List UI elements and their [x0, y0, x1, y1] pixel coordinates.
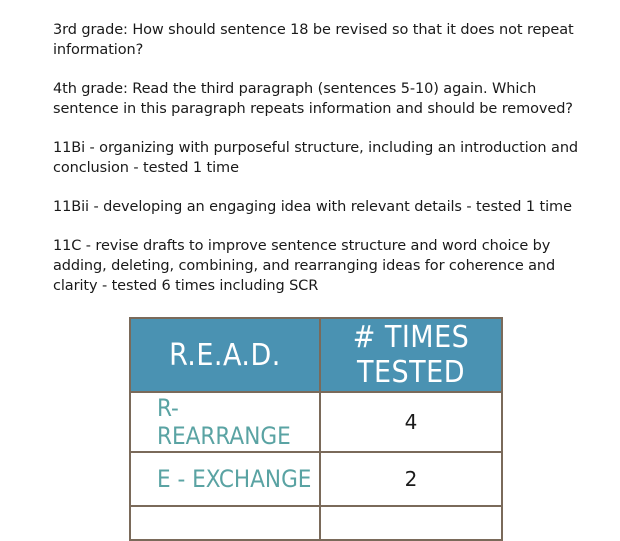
row-count: 4: [320, 392, 502, 452]
header-read: R.E.A.D.: [130, 318, 320, 392]
table-row-cut-off: [130, 506, 502, 540]
table-header-row: [130, 318, 502, 392]
standard-11bii: 11Bii - developing an engaging idea with relevant details - tested 1 time: [53, 199, 572, 215]
row-count-empty: [320, 506, 502, 540]
header-times-tested: # TIMES TESTED: [320, 318, 502, 392]
table-row: [130, 392, 502, 452]
row-label: R- REARRANGE: [130, 392, 320, 452]
question-3rd-grade: 3rd grade: How should sentence 18 be revised so that it does not repeat information?: [53, 22, 574, 58]
table-row: [130, 452, 502, 506]
row-label: E - EXCHANGE: [130, 452, 320, 506]
row-label-empty: [130, 506, 320, 540]
standard-11c: 11C - revise drafts to improve sentence structure and word choice by adding, deleting, combining, and rearranging ideas for coherence and clarity - tested 6 times including SCR: [53, 238, 556, 294]
row-count: 2: [320, 452, 502, 506]
standard-11bi: 11Bi - organizing with purposeful structure, including an introduction and conclusion - tested 1 time: [53, 140, 579, 176]
document-body: [53, 20, 593, 315]
question-4th-grade: 4th grade: Read the third paragraph (sentences 5-10) again. Which sentence in this paragraph repeats information and should be removed?: [53, 81, 573, 117]
read-table: [129, 317, 503, 541]
